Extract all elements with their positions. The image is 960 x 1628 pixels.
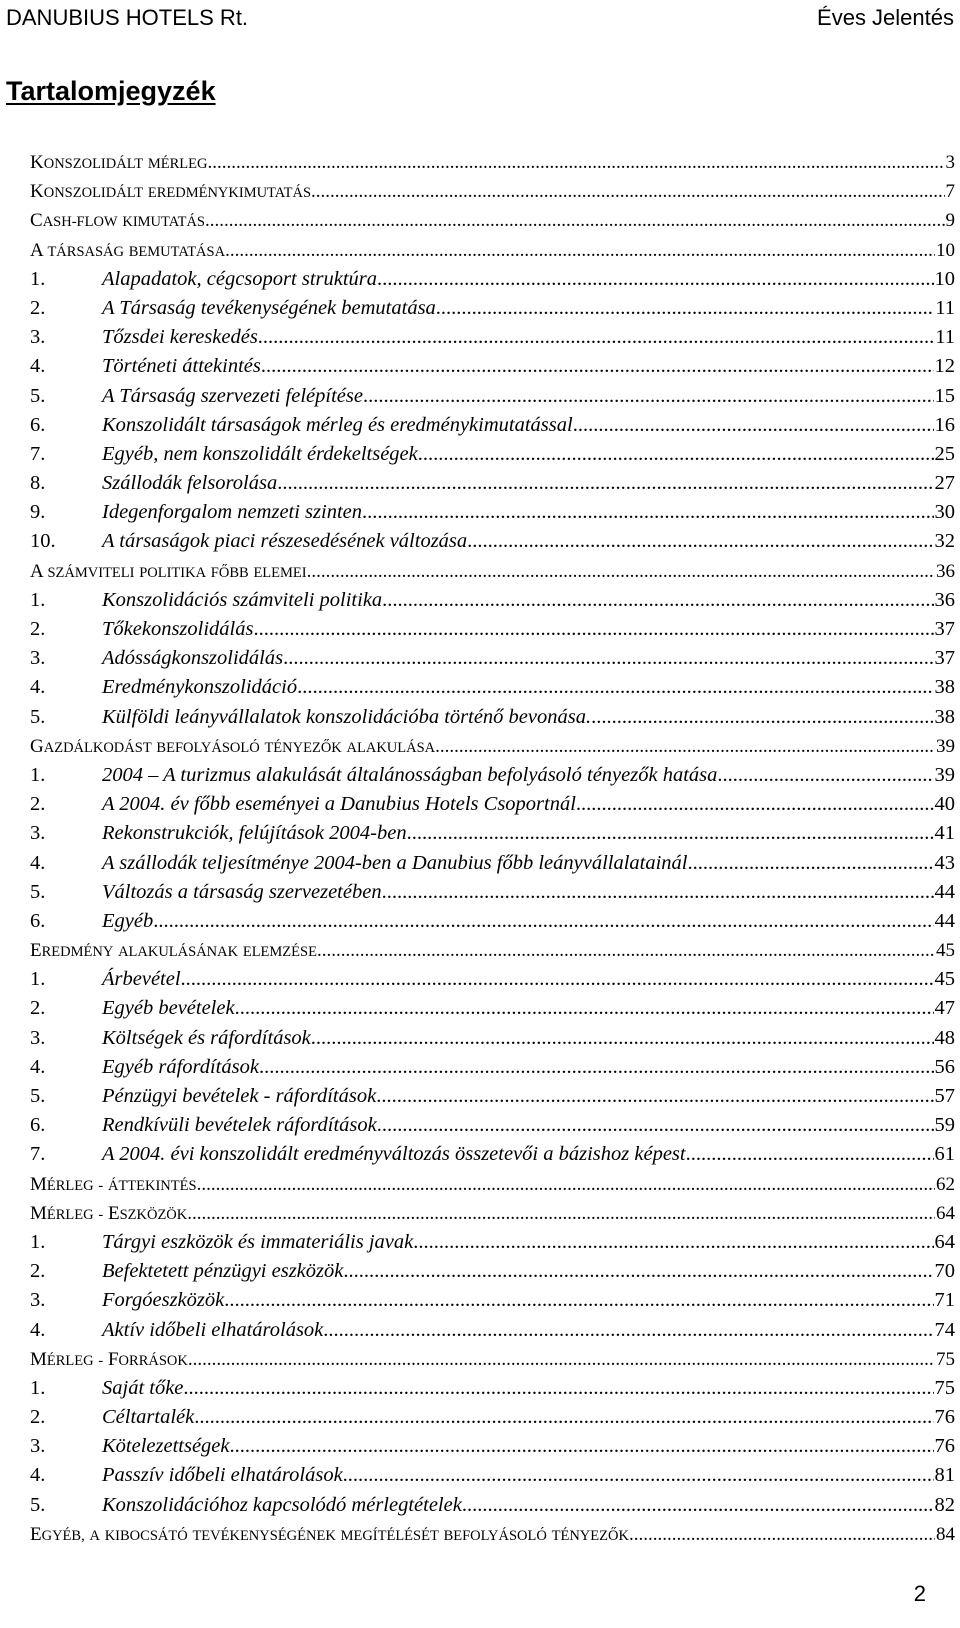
toc-entry-label: A társaságok piaci részesedésének változása [102, 530, 468, 553]
toc-entry [30, 936, 955, 965]
toc-leader-dots [181, 965, 934, 994]
toc-entry-number: 5. [30, 384, 46, 407]
toc-entry-page: 11 [935, 326, 955, 349]
toc-entry-number: 5. [30, 880, 46, 903]
toc-entry [30, 1374, 955, 1403]
toc-entry-page: 10 [934, 267, 955, 290]
toc-entry-label: Egyéb bevételek [102, 997, 235, 1020]
toc-entry [30, 265, 955, 294]
toc-entry [30, 440, 955, 469]
toc-entry-label: Kötelezettségek [102, 1435, 230, 1458]
company-name: DANUBIUS HOTELS Rt. [6, 5, 249, 30]
toc-leader-dots [297, 673, 933, 702]
toc-leader-dots [717, 761, 933, 790]
toc-entry-page: 15 [934, 384, 955, 407]
toc-entry [30, 849, 955, 878]
toc-entry-label: A szállodák teljesítménye 2004-ben a Danubius főbb leányvállalatainál [102, 851, 688, 874]
toc-entry-page: 76 [934, 1435, 955, 1458]
toc-entry-number: 1. [30, 763, 46, 786]
toc-entry [30, 761, 955, 790]
toc-entry-page: 36 [934, 588, 955, 611]
toc-entry-number: 4. [30, 1464, 46, 1487]
toc-leader-dots [382, 878, 934, 907]
toc-entry [30, 1491, 955, 1520]
toc-entry-page: 40 [934, 793, 955, 816]
toc-entry [30, 469, 955, 498]
toc-leader-dots [188, 1345, 935, 1374]
toc-leader-dots [382, 586, 933, 615]
toc-leader-dots [436, 294, 934, 323]
toc-entry-number: 6. [30, 1114, 46, 1137]
toc-entry [30, 1228, 955, 1257]
toc-entry-page: 56 [934, 1055, 955, 1078]
toc-entry-page: 41 [934, 822, 955, 845]
toc-entry-number: 3. [30, 647, 46, 670]
toc-entry [30, 1199, 955, 1228]
toc-entry-label: 2004 – A turizmus alakulását általánosságban befolyásoló tényezők hatása [102, 763, 718, 786]
toc-entry-page: 76 [934, 1406, 955, 1429]
toc-entry-number: 6. [30, 413, 46, 436]
toc-leader-dots [197, 1170, 935, 1199]
toc-entry-label: Forgóeszközök [102, 1289, 225, 1312]
toc-entry-page: 82 [934, 1493, 955, 1516]
toc-entry-page: 48 [934, 1026, 955, 1049]
toc-entry-number: 2. [30, 1406, 46, 1429]
toc-entry-label: MÉRLEG - ESZKÖZÖK [30, 1202, 188, 1224]
toc-entry [30, 878, 955, 907]
toc-entry [30, 615, 955, 644]
toc-entry [30, 294, 955, 323]
toc-entry-number: 3. [30, 822, 46, 845]
toc-entry-page: 74 [934, 1318, 955, 1341]
toc-entry-number: 2. [30, 793, 46, 816]
toc-leader-dots [435, 732, 935, 761]
toc-entry-number: 9. [30, 501, 46, 524]
toc-entry-page: 38 [934, 676, 955, 699]
toc-leader-dots [258, 323, 934, 352]
toc-entry [30, 732, 955, 761]
toc-entry [30, 206, 955, 235]
toc-entry-page: 44 [934, 880, 955, 903]
toc-entry-page: 61 [934, 1143, 955, 1166]
toc-entry [30, 1316, 955, 1345]
toc-entry-number: 5. [30, 1085, 46, 1107]
toc-entry [30, 236, 955, 265]
toc-entry-page: 37 [934, 647, 955, 670]
toc-leader-dots [235, 994, 934, 1023]
toc-entry-page: 57 [934, 1085, 955, 1107]
toc-entry-number: 4. [30, 1055, 46, 1078]
toc-entry-page: 32 [934, 530, 955, 553]
toc-leader-dots [194, 1403, 933, 1432]
toc-entry-number: 8. [30, 472, 46, 495]
toc-entry-page: 39 [936, 735, 955, 757]
toc-leader-dots [230, 1432, 934, 1461]
toc-entry-number: 5. [30, 705, 46, 728]
toc-leader-dots [225, 236, 935, 265]
toc-entry-page: 70 [934, 1260, 955, 1283]
toc-entry [30, 1432, 955, 1461]
toc-entry-label: Aktív időbeli elhatárolások [102, 1318, 324, 1341]
toc-entry [30, 148, 955, 177]
toc-entry-label: KONSZOLIDÁLT EREDMÉNYKIMUTATÁS [30, 181, 312, 203]
toc-entry-page: 75 [936, 1348, 955, 1370]
toc-entry-label: Konszolidációs számviteli politika [102, 588, 383, 611]
toc-entry-number: 1. [30, 588, 46, 611]
toc-entry-page: 45 [936, 940, 955, 962]
toc-entry [30, 527, 955, 556]
toc-entry [30, 498, 955, 527]
toc-entry-page: 44 [934, 909, 955, 932]
toc-entry [30, 1170, 955, 1199]
toc-entry [30, 1024, 955, 1053]
toc-entry [30, 1403, 955, 1432]
toc-entry-number: 1. [30, 968, 46, 991]
toc-entry-page: 64 [936, 1202, 955, 1224]
toc-leader-dots [283, 644, 933, 673]
toc-entry-page: 36 [936, 560, 955, 582]
toc-entry-label: Adósságkonszolidálás [102, 647, 284, 670]
table-of-contents [30, 148, 955, 1549]
toc-entry-number: 3. [30, 326, 46, 349]
toc-entry-number: 4. [30, 851, 46, 874]
toc-leader-dots [343, 1461, 934, 1490]
toc-leader-dots [413, 1228, 933, 1257]
toc-entry-page: 43 [934, 851, 955, 874]
toc-leader-dots [629, 1520, 935, 1549]
toc-entry [30, 1053, 955, 1082]
toc-entry-page: 39 [934, 763, 955, 786]
toc-leader-dots [462, 1491, 934, 1520]
toc-leader-dots [377, 1111, 934, 1140]
toc-entry-number: 5. [30, 1493, 46, 1516]
toc-entry-page: 59 [934, 1114, 955, 1137]
toc-entry-page: 84 [936, 1523, 955, 1545]
toc-entry-label: Pénzügyi bevételek - ráfordítások [102, 1085, 377, 1107]
toc-entry-page: 71 [934, 1289, 955, 1312]
toc-leader-dots [418, 440, 934, 469]
toc-leader-dots [307, 557, 935, 586]
toc-entry [30, 1111, 955, 1140]
toc-entry-page: 12 [934, 355, 955, 378]
toc-entry [30, 1257, 955, 1286]
toc-entry-page: 64 [934, 1230, 955, 1253]
toc-entry [30, 411, 955, 440]
toc-entry-label: A TÁRSASÁG BEMUTATÁSA [30, 239, 226, 261]
toc-entry-number: 3. [30, 1435, 46, 1458]
toc-entry-number: 4. [30, 676, 46, 699]
toc-entry-number: 3. [30, 1026, 46, 1049]
toc-entry-label: Eredménykonszolidáció [102, 676, 298, 699]
toc-entry-label: GAZDÁLKODÁST BEFOLYÁSOLÓ TÉNYEZŐK ALAKULÁSA [30, 735, 436, 757]
toc-leader-dots [343, 1257, 933, 1286]
toc-leader-dots [253, 615, 933, 644]
toc-entry [30, 965, 955, 994]
toc-entry [30, 1461, 955, 1490]
toc-entry [30, 586, 955, 615]
toc-leader-dots [576, 790, 934, 819]
toc-entry [30, 790, 955, 819]
toc-entry-page: 25 [934, 442, 955, 465]
toc-entry-label: A 2004. év főbb eseményei a Danubius Hotels Csoportnál [102, 793, 576, 816]
toc-entry-number: 2. [30, 296, 46, 319]
toc-entry-page: 45 [934, 968, 955, 991]
toc-entry-number: 3. [30, 1289, 46, 1312]
toc-entry-label: A SZÁMVITELI POLITIKA FŐBB ELEMEI [30, 560, 307, 582]
toc-entry [30, 382, 955, 411]
toc-entry-label: KONSZOLIDÁLT MÉRLEG [30, 152, 208, 173]
toc-entry-page: 75 [934, 1376, 955, 1399]
toc-entry-number: 4. [30, 1318, 46, 1341]
toc-entry-page: 9 [945, 210, 955, 232]
toc-leader-dots [311, 177, 944, 206]
toc-entry-label: MÉRLEG - FORRÁSOK [30, 1348, 188, 1370]
toc-leader-dots [686, 1140, 934, 1169]
toc-entry-page: 62 [936, 1173, 955, 1195]
toc-entry [30, 673, 955, 702]
toc-entry-label: Egyéb, nem konszolidált érdekeltségek [102, 442, 418, 465]
toc-entry-label: Szállodák felsorolása [102, 472, 278, 495]
toc-entry [30, 1345, 955, 1374]
report-name: Éves Jelentés [817, 5, 954, 30]
toc-entry-label: Konszolidációhoz kapcsolódó mérlegtételek [102, 1493, 462, 1516]
toc-entry-page: 30 [934, 501, 955, 524]
toc-leader-dots [362, 498, 933, 527]
toc-entry-label: Passzív időbeli elhatárolások [102, 1464, 343, 1487]
toc-entry-label: Árbevétel [102, 968, 181, 991]
toc-entry [30, 994, 955, 1023]
toc-entry-label: Céltartalék [102, 1406, 195, 1429]
toc-leader-dots [317, 936, 935, 965]
toc-entry-number: 7. [30, 442, 46, 465]
toc-entry [30, 907, 955, 936]
toc-entry-number: 2. [30, 618, 46, 640]
page-number: 2 [913, 1581, 926, 1606]
toc-entry [30, 1082, 955, 1111]
toc-entry-number: 1. [30, 1376, 46, 1399]
toc-leader-dots [323, 1316, 933, 1345]
toc-entry-label: Tőkekonszolidálás [102, 618, 254, 640]
page-title: Tartalomjegyzék [6, 76, 216, 106]
toc-entry-label: Befektetett pénzügyi eszközök [102, 1260, 344, 1283]
toc-entry [30, 323, 955, 352]
toc-entry [30, 352, 955, 381]
toc-leader-dots [183, 1374, 933, 1403]
toc-entry-page: 10 [936, 239, 955, 261]
toc-entry-label: EGYÉB, A KIBOCSÁTÓ TEVÉKENYSÉGÉNEK MEGÍTÉLÉSÉT BEFOLYÁSOLÓ TÉNYEZŐK [30, 1523, 629, 1545]
toc-entry [30, 177, 955, 206]
toc-leader-dots [277, 469, 933, 498]
toc-entry [30, 703, 955, 732]
toc-entry-label: Rendkívüli bevételek ráfordítások [102, 1114, 377, 1137]
toc-entry-label: Konszolidált társaságok mérleg és eredménykimutatással [102, 413, 573, 436]
toc-entry-page: 3 [945, 152, 955, 173]
toc-entry-page: 37 [934, 618, 955, 640]
toc-entry-label: Rekonstrukciók, felújítások 2004-ben [102, 822, 407, 845]
toc-entry [30, 819, 955, 848]
toc-entry-label: Tárgyi eszközök és immateriális javak [102, 1230, 414, 1253]
toc-entry-label: Egyéb [102, 909, 154, 932]
toc-entry [30, 644, 955, 673]
toc-leader-dots [377, 265, 933, 294]
toc-entry-page: 38 [934, 705, 955, 728]
toc-entry-number: 2. [30, 997, 46, 1020]
toc-leader-dots [688, 849, 934, 878]
toc-leader-dots [376, 1082, 933, 1111]
toc-entry [30, 1286, 955, 1315]
toc-leader-dots [259, 1053, 934, 1082]
toc-leader-dots [153, 907, 933, 936]
toc-entry-label: A 2004. évi konszolidált eredményváltozás összetevői a bázishoz képest [102, 1143, 686, 1166]
toc-entry [30, 1140, 955, 1169]
toc-entry-page: 47 [934, 997, 955, 1020]
toc-entry-label: Egyéb ráfordítások [102, 1055, 259, 1078]
toc-leader-dots [573, 411, 934, 440]
toc-entry [30, 1520, 955, 1549]
toc-leader-dots [207, 148, 944, 177]
toc-entry-label: A Társaság szervezeti felépítése [102, 384, 363, 407]
toc-entry-label: Idegenforgalom nemzeti szinten [102, 501, 363, 524]
toc-entry-label: Tőzsdei kereskedés [102, 326, 258, 349]
toc-entry-label: MÉRLEG - ÁTTEKINTÉS [30, 1173, 197, 1195]
toc-leader-dots [224, 1286, 933, 1315]
toc-leader-dots [363, 382, 934, 411]
toc-entry-page: 7 [945, 181, 955, 203]
toc-entry-label: EREDMÉNY ALAKULÁSÁNAK ELEMZÉSE [30, 940, 317, 962]
toc-entry-label: Külföldi leányvállalatok konszolidációba történő bevonása. [102, 705, 592, 728]
toc-entry-number: 1. [30, 1230, 46, 1253]
toc-entry-page: 81 [934, 1464, 955, 1487]
toc-entry [30, 557, 955, 586]
toc-entry-page: 27 [934, 472, 955, 495]
toc-leader-dots [311, 1024, 934, 1053]
toc-entry-page: 11 [935, 296, 955, 319]
toc-entry-label: A Társaság tevékenységének bemutatása [102, 296, 436, 319]
toc-entry-number: 6. [30, 909, 46, 932]
toc-entry-number: 10. [30, 530, 56, 553]
toc-leader-dots [205, 206, 945, 235]
toc-leader-dots [261, 352, 934, 381]
toc-leader-dots [187, 1199, 935, 1228]
toc-entry-label: Alapadatok, cégcsoport struktúra [102, 267, 378, 290]
toc-entry-label: Változás a társaság szervezetében [102, 880, 382, 903]
toc-entry-label: Költségek és ráfordítások [102, 1026, 311, 1049]
toc-leader-dots [591, 703, 933, 732]
toc-entry-number: 7. [30, 1143, 46, 1166]
toc-entry-page: 16 [934, 413, 955, 436]
toc-entry-number: 1. [30, 267, 46, 290]
toc-entry-label: Történeti áttekintés [102, 355, 261, 378]
toc-entry-label: Saját tőke [102, 1376, 184, 1399]
toc-leader-dots [467, 527, 933, 556]
toc-leader-dots [407, 819, 934, 848]
toc-entry-number: 4. [30, 355, 46, 378]
toc-entry-number: 2. [30, 1260, 46, 1283]
toc-entry-label: CASH-FLOW KIMUTATÁS [30, 210, 205, 232]
